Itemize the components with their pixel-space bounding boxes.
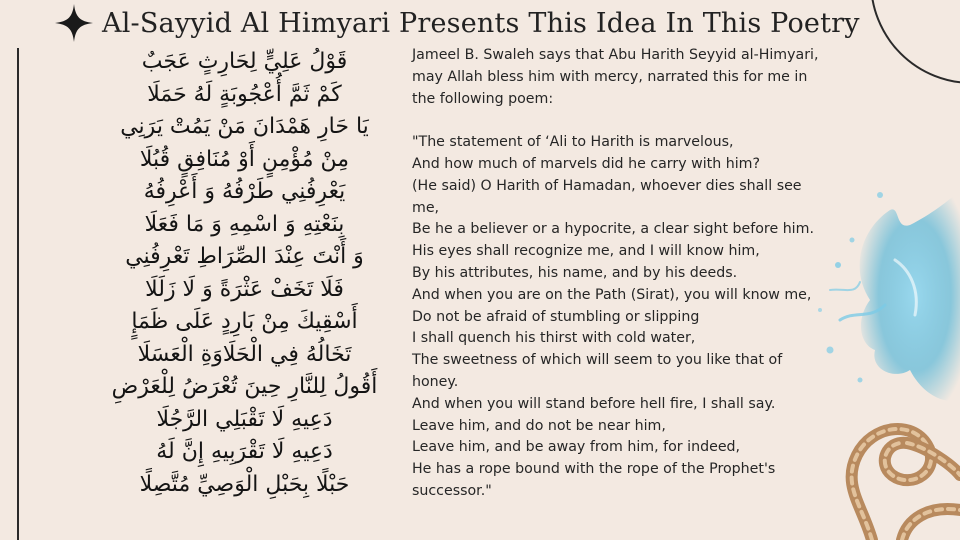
intro-line: the following poem:	[412, 90, 554, 107]
translation-line: By his attributes, his name, and by his deeds.	[412, 264, 738, 281]
translation-line: Be he a believer or a hypocrite, a clear sight before him.	[412, 221, 814, 238]
translation-line: Leave him, and be away from him, for indeed,	[412, 439, 741, 456]
intro-paragraph	[412, 45, 932, 110]
arabic-verse-line: مِنْ مُؤْمِنٍ أَوْ مُنَافِقٍ قُبُلَا	[139, 146, 350, 172]
translation-line: (He said) O Harith of Hamadan, whoever dies shall see	[412, 177, 802, 194]
translation-line: "The statement of ‘Ali to Harith is marvelous,	[412, 134, 734, 151]
translation-line: And when you are on the Path (Sirat), you will know me,	[412, 286, 812, 303]
arabic-poem	[92, 46, 397, 540]
translation-line: The sweetness of which will seem to you like that of	[412, 352, 783, 369]
arabic-verse-line: تَخَالُهُ فِي الْحَلَاوَةِ الْعَسَلَا	[137, 341, 352, 367]
translation-line: He has a rope bound with the rope of the Prophet's	[412, 461, 776, 478]
arabic-verse-line: أَقُولُ لِلنَّارِ حِينَ تُعْرَضُ لِلْعَرْضِ	[111, 374, 378, 399]
translation-line: His eyes shall recognize me, and I will know him,	[412, 243, 760, 260]
water-splash-icon	[800, 170, 960, 430]
rope-knot-icon	[832, 405, 960, 540]
slide-title: Al-Sayyid Al Himyari Presents This Idea In This Poetry	[102, 8, 860, 39]
translation-line: I shall quench his thirst with cold water,	[412, 330, 696, 347]
intro-line: Jameel B. Swaleh says that Abu Harith Seyyid al-Himyari,	[412, 47, 819, 63]
arabic-verse-line: دَعِيهِ لَا تَقْبَلِي الرَّجُلَا	[156, 406, 333, 432]
translation-line: me,	[412, 199, 440, 216]
translation-line: And when you will stand before hell fire, I shall say.	[412, 395, 776, 412]
sparkle-icon	[55, 4, 93, 42]
translation-line: Leave him, and do not be near him,	[412, 417, 666, 434]
translation-line: honey.	[412, 373, 459, 390]
arabic-verse-line: أَسْقِيكَ مِنْ بَارِدٍ عَلَى ظَمَإٍ	[131, 309, 358, 334]
translation-line: Do not be afraid of stumbling or slipping	[412, 308, 700, 325]
paragraph-gap	[412, 110, 932, 132]
arabic-verse-line: حَبْلًا بِحَبْلِ الْوَصِيِّ مُتَّصِلًا	[139, 471, 350, 497]
arabic-verse-line: وَ أَنْتَ عِنْدَ الصِّرَاطِ تَعْرِفُنِي	[125, 244, 364, 269]
translation-line: successor."	[412, 482, 492, 499]
arabic-verse-line: كَمْ ثَمَّ أُعْجُوبَةٍ لَهُ حَمَلَا	[147, 81, 342, 107]
intro-line: may Allah bless him with mercy, narrated this for me in	[412, 68, 808, 85]
translation-line: And how much of marvels did he carry with him?	[412, 155, 761, 172]
frame-line-left	[17, 48, 19, 540]
arabic-verse-line: بِنَعْتِهِ وَ اسْمِهِ وَ مَا فَعَلَا	[144, 211, 345, 237]
arabic-verse-line: دَعِيهِ لَا تَقْرَبِيهِ إِنَّ لَهُ	[156, 439, 333, 464]
arabic-verse-line: قَوْلُ عَلِيٍّ لِحَارِثٍ عَجَبٌ	[141, 49, 348, 74]
arabic-verse-line: يَعْرِفُنِي طَرْفُهُ وَ أَعْرِفُهُ	[143, 179, 346, 204]
arabic-verse-line: فَلَا تَخَفْ عَثْرَةً وَ لَا زَلَلَا	[145, 276, 344, 302]
arabic-verse-line: يَا حَارِ هَمْدَانَ مَنْ يَمُتْ يَرَنِي	[120, 114, 369, 139]
